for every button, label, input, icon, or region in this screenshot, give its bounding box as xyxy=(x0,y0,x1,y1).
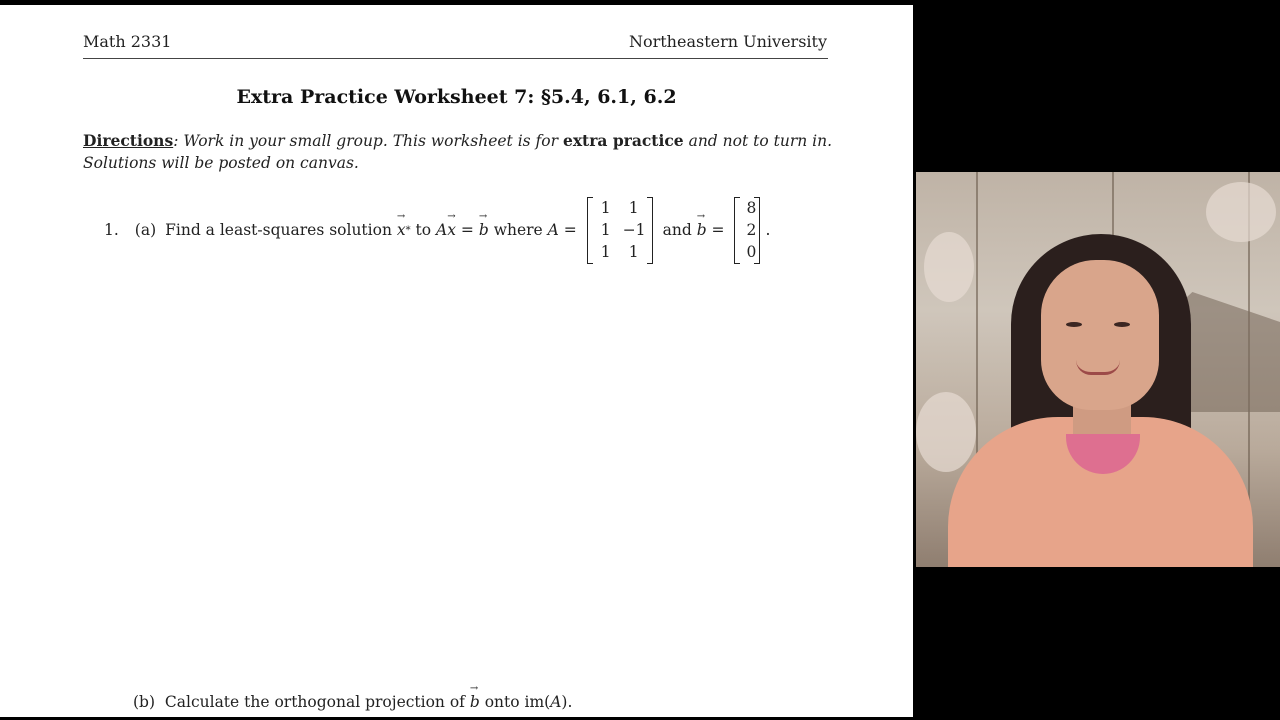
presenter-face xyxy=(1041,260,1159,410)
problem-number: 1. xyxy=(104,221,119,239)
worksheet-page xyxy=(0,5,913,717)
directions-text: : Work in your small group. This worksheet is for xyxy=(173,132,563,150)
directions-label: Directions xyxy=(83,131,174,150)
vector-b-entry: 0 xyxy=(746,242,757,261)
period: . xyxy=(765,221,771,239)
b-vector: → b xyxy=(479,221,489,239)
vector-b-entry: 8 xyxy=(746,198,757,217)
equals-3: = xyxy=(706,221,730,239)
x-star-vector: → x xyxy=(397,221,406,239)
blossom xyxy=(924,232,974,302)
directions xyxy=(83,130,843,174)
matrix-a-entry: 1 xyxy=(628,198,639,217)
webcam-feed xyxy=(916,172,1280,567)
part-b-onto: onto im( xyxy=(479,693,551,711)
worksheet-title: Extra Practice Worksheet 7: §5.4, 6.1, 6.2 xyxy=(236,86,677,108)
b-vector-2: → b xyxy=(697,221,707,239)
header-rule xyxy=(83,58,828,59)
matrix-symbol-3: A xyxy=(550,693,562,711)
blossom xyxy=(1206,182,1276,242)
university-name: Northeastern University xyxy=(628,32,827,51)
matrix-a-entry: −1 xyxy=(622,220,646,239)
directions-text-end: and not to turn in. xyxy=(683,132,833,150)
equals: = xyxy=(456,221,479,239)
problem-text: Find a least-squares solution xyxy=(165,221,397,239)
problem-1b xyxy=(133,693,572,711)
matrix-a xyxy=(587,197,653,264)
directions-emphasis: extra practice xyxy=(562,131,684,150)
presenter-eye xyxy=(1066,322,1082,327)
directions-line2: Solutions will be posted on canvas. xyxy=(83,154,359,172)
blossom xyxy=(916,392,976,472)
matrix-symbol-2: A xyxy=(547,221,559,239)
part-label: (a) xyxy=(134,221,157,239)
equals-2: = xyxy=(558,221,582,239)
matrix-a-entry: 1 xyxy=(600,198,611,217)
star-superscript: * xyxy=(405,224,411,236)
part-b-text: Calculate the orthogonal projection of xyxy=(164,693,470,711)
matrix-a-entry: 1 xyxy=(600,220,611,239)
b-vector-3: → b xyxy=(470,693,480,711)
to-text: to xyxy=(410,221,437,239)
x-vector: → x xyxy=(447,221,456,239)
matrix-a-entry: 1 xyxy=(600,242,611,261)
part-b-close: ). xyxy=(561,693,573,711)
matrix-a-entry: 1 xyxy=(628,242,639,261)
presenter-eye xyxy=(1114,322,1130,327)
matrix-symbol: A xyxy=(436,221,448,239)
problem-1a xyxy=(104,197,770,263)
and-text: and xyxy=(657,221,697,239)
course-name: Math 2331 xyxy=(83,32,172,51)
vector-b-entry: 2 xyxy=(746,220,757,239)
part-b-label: (b) xyxy=(133,693,156,711)
vector-b xyxy=(734,197,760,264)
where-text: where xyxy=(488,221,548,239)
